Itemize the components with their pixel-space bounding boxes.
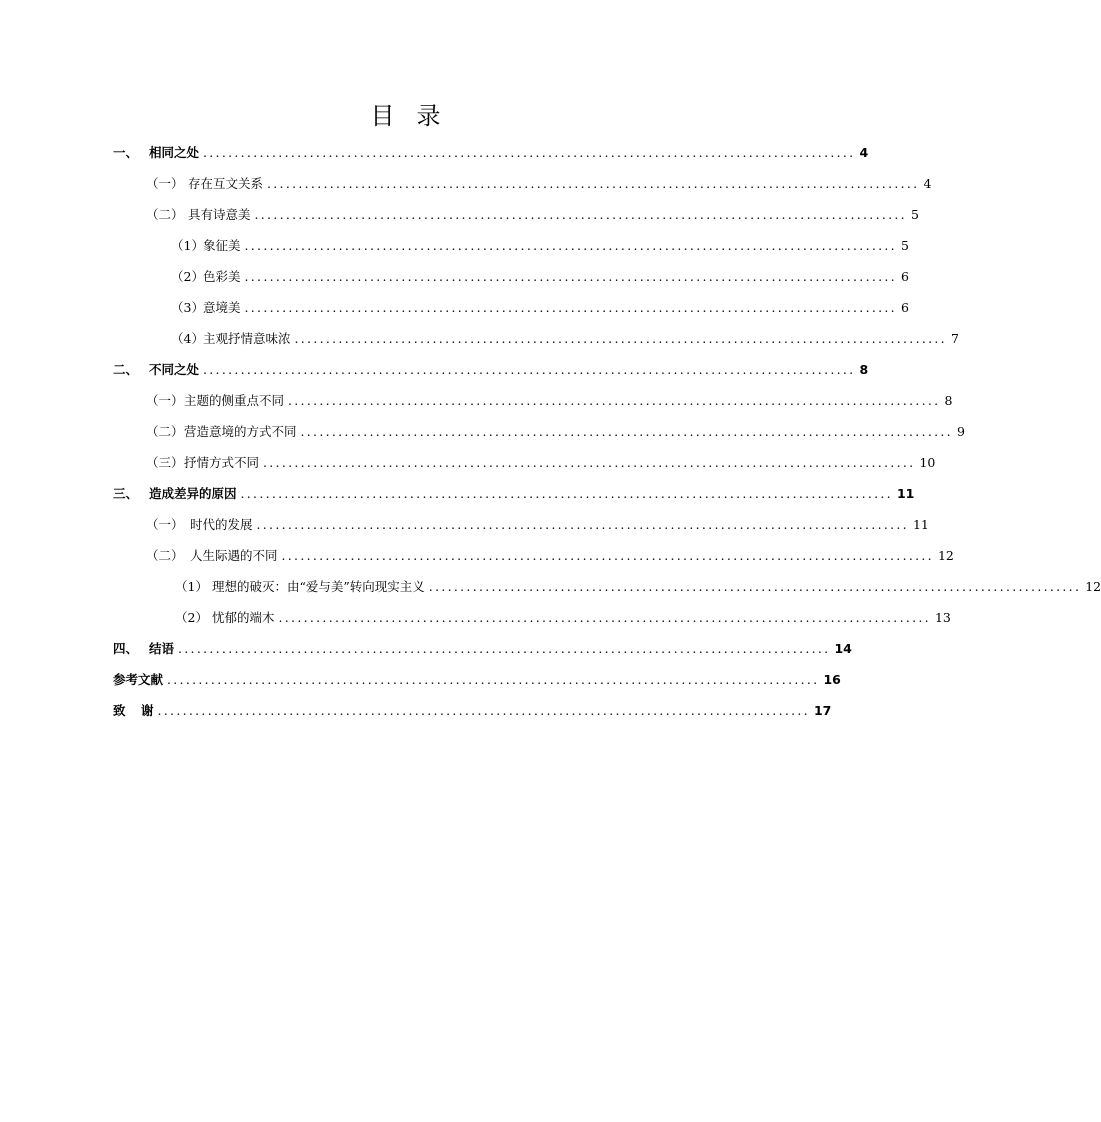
toc-leader-dots: ........................................................................................................ — [167, 672, 820, 687]
toc-entry-number: （3） — [171, 300, 204, 315]
toc-entry-page: 9 — [956, 424, 965, 439]
toc-leader-dots: ........................................................................................................ — [203, 145, 856, 160]
toc-entry-page: 5 — [910, 207, 919, 222]
toc-entry-2-2[interactable] — [146, 422, 965, 442]
toc-entry-number: （1） — [175, 579, 208, 594]
toc-entry-1-2-3[interactable] — [171, 298, 909, 318]
toc-leader-dots: ........................................................................................................ — [203, 362, 856, 377]
toc-entry-text: 象征美 — [203, 238, 241, 253]
toc-entry-page: 12 — [1085, 579, 1101, 594]
toc-entry-number: （4） — [171, 331, 204, 346]
toc-entry-text: 相同之处 — [149, 145, 200, 160]
toc-entry-page: 6 — [900, 300, 909, 315]
toc-entry-text: 营造意境的方式不同 — [184, 424, 297, 439]
toc-entry-number: 一、 — [113, 145, 139, 160]
toc-leader-dots: ........................................................................................................ — [178, 641, 831, 656]
toc-leader-dots: ........................................................................................................ — [157, 703, 810, 718]
toc-entry-page: 11 — [896, 486, 915, 501]
toc-entry-number: 致 — [113, 703, 126, 718]
toc-entry-text: 存在互文关系 — [188, 176, 264, 191]
toc-entry-number: （二） — [146, 424, 184, 439]
toc-entry-text: 理想的破灭：由“爱与美”转向现实主义 — [212, 579, 425, 594]
toc-entry-2-1[interactable] — [146, 391, 953, 411]
toc-entry-3-2-1[interactable] — [175, 577, 1101, 597]
toc-entry-text: 时代的发展 — [190, 517, 253, 532]
toc-entry-page: 13 — [934, 610, 951, 625]
toc-entry-4[interactable] — [113, 639, 852, 659]
toc-leader-dots: ........................................................................................................ — [428, 579, 1082, 594]
toc-leader-dots: ........................................................................................................ — [263, 455, 916, 470]
toc-entry-3-2[interactable] — [146, 546, 954, 566]
toc-entry-text: 谢 — [141, 703, 154, 718]
toc-leader-dots: ........................................................................................................ — [300, 424, 953, 439]
toc-entry-number: 三、 — [113, 486, 139, 501]
toc-entry-page: 14 — [834, 641, 852, 656]
toc-entry-1-2-2[interactable] — [171, 267, 909, 287]
toc-entry-page: 6 — [900, 269, 909, 284]
toc-entry-page: 8 — [944, 393, 953, 408]
toc-entry-text: 抒情方式不同 — [184, 455, 260, 470]
toc-entry-page: 12 — [937, 548, 954, 563]
toc-entry-text: 色彩美 — [203, 269, 241, 284]
toc-entry-page: 5 — [900, 238, 909, 253]
toc-entry-number: （二） — [146, 207, 184, 222]
toc-entry-page: 17 — [813, 703, 832, 718]
toc-leader-dots: ........................................................................................................ — [294, 331, 947, 346]
toc-entry-page: 8 — [859, 362, 869, 377]
toc-entry-number: （2） — [175, 610, 208, 625]
toc-entry-1-2-1[interactable] — [171, 236, 909, 256]
toc-entry-number: （2） — [171, 269, 204, 284]
toc-entry-text: 主观抒情意味浓 — [203, 331, 291, 346]
toc-entry-number: 二、 — [113, 362, 139, 377]
toc-entry-number: （一） — [146, 176, 184, 191]
toc-entry-number: （1） — [171, 238, 204, 253]
toc-entry-1-2[interactable] — [146, 205, 919, 225]
toc-entry-text: 造成差异的原因 — [149, 486, 237, 501]
toc-leader-dots: ........................................................................................................ — [267, 176, 920, 191]
toc-leader-dots: ........................................................................................................ — [240, 486, 893, 501]
toc-entry-page: 16 — [823, 672, 841, 687]
toc-entry-page: 7 — [950, 331, 959, 346]
toc-entry-number: （一） — [146, 517, 184, 532]
toc-entry-number: （一） — [146, 393, 184, 408]
toc-entry-text: 结语 — [149, 641, 175, 656]
toc-entry-page: 11 — [912, 517, 929, 532]
toc-entry-number: （三） — [146, 455, 184, 470]
toc-leader-dots: ........................................................................................................ — [244, 300, 897, 315]
toc-entry-number: （二） — [146, 548, 184, 563]
toc-entry-1-2-4[interactable] — [171, 329, 959, 349]
toc-entry-text: 人生际遇的不同 — [190, 548, 278, 563]
toc-entry-2-3[interactable] — [146, 453, 936, 473]
toc-entry-acknowledgements[interactable] — [113, 701, 832, 721]
toc-entry-text: 参考文献 — [113, 672, 164, 687]
toc-entry-page: 4 — [923, 176, 932, 191]
toc-entry-text: 具有诗意美 — [188, 207, 251, 222]
toc-leader-dots: ........................................................................................................ — [278, 610, 931, 625]
toc-entry-page: 10 — [919, 455, 936, 470]
toc-entry-references[interactable] — [113, 670, 841, 690]
toc-entry-3[interactable] — [113, 484, 915, 504]
toc-entry-3-2-2[interactable] — [175, 608, 951, 628]
toc-title: 目录 — [370, 102, 463, 130]
toc-leader-dots: ........................................................................................................ — [244, 269, 897, 284]
toc-leader-dots: ........................................................................................................ — [281, 548, 934, 563]
toc-entry-number: 四、 — [113, 641, 139, 656]
toc-entry-3-1[interactable] — [146, 515, 929, 535]
toc-leader-dots: ........................................................................................................ — [256, 517, 909, 532]
toc-entry-text: 忧郁的端木 — [212, 610, 275, 625]
toc-entry-2[interactable] — [113, 360, 869, 380]
toc-entry-text: 不同之处 — [149, 362, 200, 377]
toc-leader-dots: ........................................................................................................ — [288, 393, 941, 408]
toc-entry-page: 4 — [859, 145, 869, 160]
toc-entry-text: 主题的侧重点不同 — [184, 393, 285, 408]
toc-leader-dots: ........................................................................................................ — [244, 238, 897, 253]
toc-entry-text: 意境美 — [203, 300, 241, 315]
toc-entry-1-1[interactable] — [146, 174, 932, 194]
toc-leader-dots: ........................................................................................................ — [254, 207, 907, 222]
toc-entry-1[interactable] — [113, 143, 869, 163]
